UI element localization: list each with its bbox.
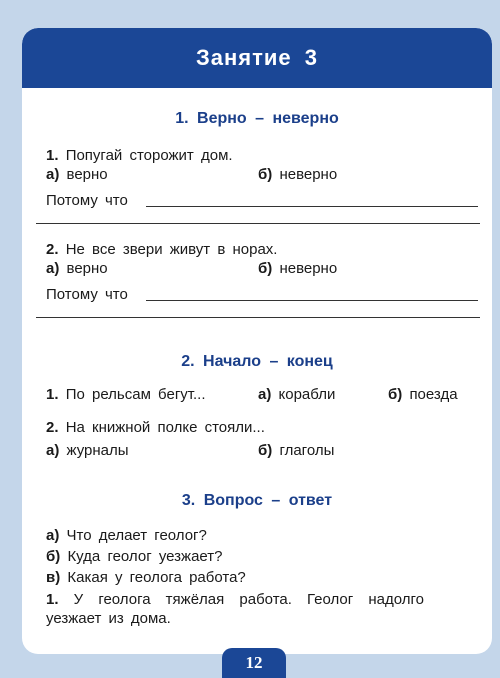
s1-q2-text: Не все звери живут в норах. bbox=[65, 241, 278, 258]
s2-q1-option-a[interactable]: а) корабли bbox=[258, 386, 336, 403]
section1-title: 1. Верно – неверно bbox=[175, 110, 339, 127]
s2-q2-option-a[interactable]: а) журналы bbox=[46, 442, 129, 459]
s3-answer-line1 bbox=[46, 591, 424, 608]
s3-answer-text-1: У геолога тяжёлая работа. Геолог надолго bbox=[73, 591, 424, 608]
section2-title: 2. Начало – конец bbox=[181, 353, 333, 370]
s1-q1-answer-line-2[interactable] bbox=[36, 223, 480, 224]
s1-q2-answer-line-2[interactable] bbox=[36, 317, 480, 318]
s1-q2-question bbox=[46, 241, 277, 258]
s1-q1-text: Попугай сторожит дом. bbox=[65, 147, 233, 164]
page-number: 12 bbox=[245, 653, 263, 672]
s1-q1-because-label: Потому что bbox=[46, 192, 128, 209]
s1-q2-option-a[interactable]: а) верно bbox=[46, 260, 108, 277]
section3-title: 3. Вопрос – ответ bbox=[181, 492, 333, 509]
s2-q2-question: 2. На книжной полке стояли... bbox=[46, 419, 265, 436]
s2-q1-option-b[interactable]: б) поезда bbox=[388, 386, 458, 403]
s3-answer-number: 1. bbox=[46, 591, 59, 608]
worksheet-page bbox=[22, 28, 492, 654]
s1-q1-question bbox=[46, 147, 233, 164]
s3-item-b: б) Куда геолог уезжает? bbox=[46, 548, 223, 565]
s1-q1-number: 1. bbox=[46, 147, 59, 164]
s1-q2-because-label: Потому что bbox=[46, 286, 128, 303]
s1-q1-option-b[interactable]: б) неверно bbox=[258, 166, 338, 183]
s1-q2-answer-line[interactable] bbox=[146, 300, 478, 301]
s1-q2-number: 2. bbox=[46, 241, 59, 258]
s1-q1-answer-line[interactable] bbox=[146, 206, 478, 207]
s1-q1-option-a[interactable]: а) верно bbox=[46, 166, 108, 183]
page-number-tab bbox=[222, 648, 286, 678]
s2-q2-option-b[interactable]: б) глаголы bbox=[258, 442, 335, 459]
s1-q2-option-b[interactable]: б) неверно bbox=[258, 260, 338, 277]
s3-answer-text-2: уезжает из дома. bbox=[46, 610, 171, 627]
s3-item-c: в) Какая у геолога работа? bbox=[46, 569, 246, 586]
lesson-banner bbox=[22, 28, 492, 88]
s3-item-a: а) Что делает геолог? bbox=[46, 527, 207, 544]
s2-q1-question: 1. По рельсам бегут... bbox=[46, 386, 206, 403]
lesson-title: Занятие 3 bbox=[195, 45, 319, 70]
